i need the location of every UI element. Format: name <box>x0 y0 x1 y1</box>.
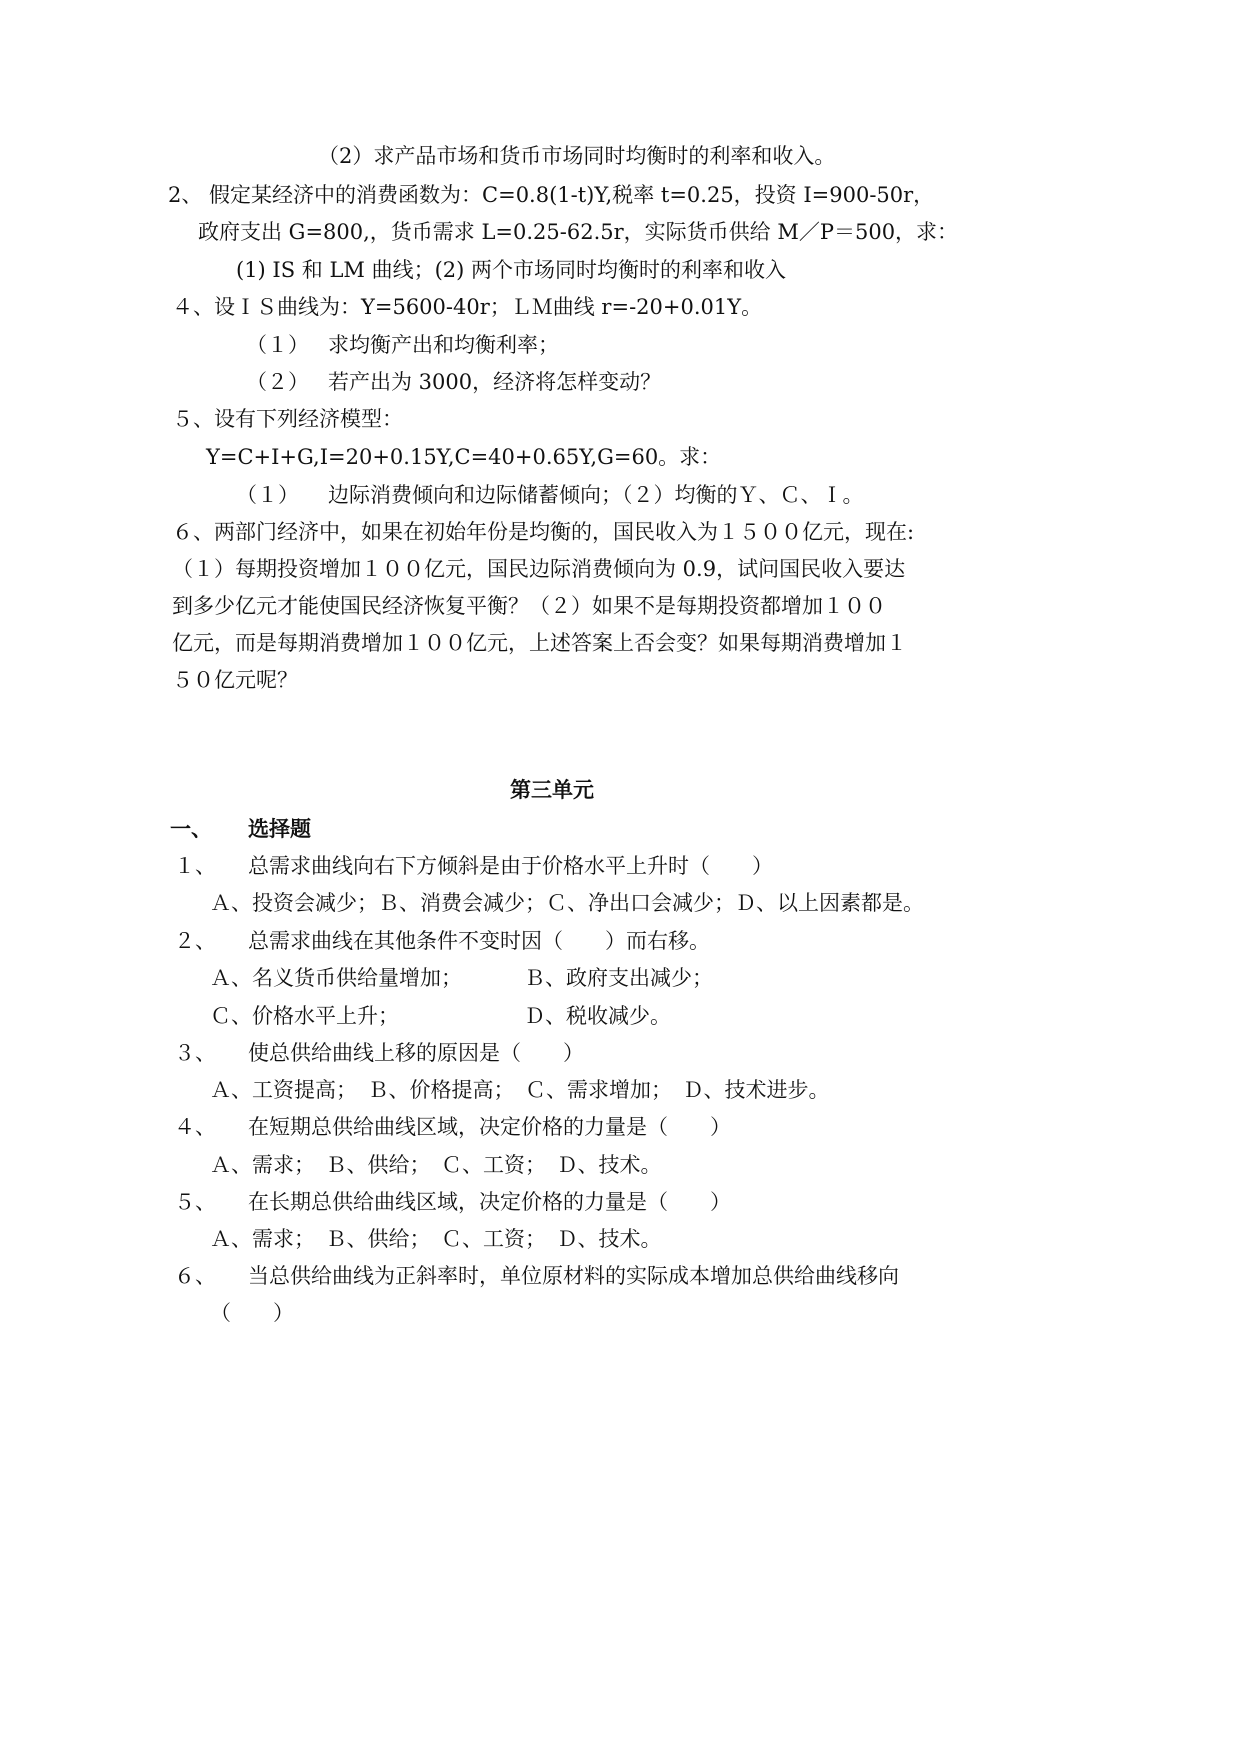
mc-1-options: Ａ、投资会减少；Ｂ、消费会减少；Ｃ、净出口会减少；Ｄ、以上因素都是。 <box>210 891 924 915</box>
section-number: 一、 <box>170 816 212 841</box>
q4-option-2-text: 若产出为 3000，经济将怎样变动？ <box>328 370 662 394</box>
q6-line-4: 亿元，而是每期消费增加１００亿元，上述答案上否会变？如果每期消费增加１ <box>172 631 907 655</box>
unit-title: 第三单元 <box>510 777 594 802</box>
q2-line-2: 政府支出 G=800,，货币需求 L=0.25-62.5r，实际货币供给 M／P＝500，求： <box>198 220 959 244</box>
mc-1-number: １、 <box>174 854 216 878</box>
q5-option-1-num: （１） <box>236 483 299 507</box>
mc-1-stem: 总需求曲线向右下方倾斜是由于价格水平上升时（ ） <box>248 854 773 878</box>
mc-3-number: ３、 <box>174 1041 216 1065</box>
mc-2-option-a: Ａ、名义货币供给量增加； <box>210 966 462 990</box>
q5-option-1-text: 边际消费倾向和边际储蓄倾向；（２）均衡的Ｙ、Ｃ、Ｉ。 <box>328 483 864 507</box>
mc-2-option-d: Ｄ、税收减少。 <box>524 1004 671 1028</box>
q5-line-1: ５、设有下列经济模型： <box>172 407 403 431</box>
mc-5-stem: 在长期总供给曲线区域，决定价格的力量是（ ） <box>248 1190 731 1214</box>
mc-2-option-b: Ｂ、政府支出减少； <box>524 966 713 990</box>
mc-5-options: Ａ、需求； Ｂ、供给； Ｃ、工资； Ｄ、技术。 <box>210 1227 662 1251</box>
mc-2-option-c: Ｃ、价格水平上升； <box>210 1004 399 1028</box>
mc-6-blank: （ ） <box>210 1301 294 1325</box>
mc-4-number: ４、 <box>174 1115 216 1139</box>
q4-option-2-num: （２） <box>246 370 309 394</box>
mc-2-stem: 总需求曲线在其他条件不变时因（ ）而右移。 <box>248 929 710 953</box>
mc-3-options: Ａ、工资提高； Ｂ、价格提高； Ｃ、需求增加； Ｄ、技术进步。 <box>210 1078 830 1102</box>
q4-option-1-text: 求均衡产出和均衡利率； <box>328 333 559 357</box>
q6-line-2: （１）每期投资增加１００亿元，国民边际消费倾向为 0.9，试问国民收入要达 <box>172 557 906 581</box>
mc-5-number: ５、 <box>174 1190 216 1214</box>
mc-3-stem: 使总供给曲线上移的原因是（ ） <box>248 1041 584 1065</box>
q6-line-1: ６、两部门经济中，如果在初始年份是均衡的，国民收入为１５００亿元，现在: <box>172 520 915 544</box>
q1-subpart-2: （2）求产品市场和货币市场同时均衡时的利率和收入。 <box>318 144 836 168</box>
q2-line-1: 2、 假定某经济中的消费函数为：C=0.8(1-t)Y,税率 t=0.25，投资 I=900-50r， <box>168 183 935 207</box>
section-title: 选择题 <box>248 816 311 841</box>
q5-line-2: Y=C+I+G,I=20+0.15Y,C=40+0.65Y,G=60。求： <box>206 445 722 469</box>
mc-4-options: Ａ、需求； Ｂ、供给； Ｃ、工资； Ｄ、技术。 <box>210 1153 662 1177</box>
q4-option-1-num: （１） <box>246 333 309 357</box>
mc-6-number: ６、 <box>174 1264 216 1288</box>
mc-6-stem: 当总供给曲线为正斜率时，单位原材料的实际成本增加总供给曲线移向 <box>248 1264 899 1288</box>
q2-line-3: (1) IS 和 LM 曲线；(2) 两个市场同时均衡时的利率和收入 <box>236 258 786 282</box>
q6-line-3: 到多少亿元才能使国民经济恢复平衡？（２）如果不是每期投资都增加１００ <box>172 594 886 618</box>
mc-4-stem: 在短期总供给曲线区域，决定价格的力量是（ ） <box>248 1115 731 1139</box>
q4-line-1: ４、设ＩＳ曲线为：Y=5600-40r；ＬＭ曲线 r=-20+0.01Y。 <box>172 295 763 319</box>
q6-line-5: ５０亿元呢？ <box>172 668 298 692</box>
mc-2-number: ２、 <box>174 929 216 953</box>
